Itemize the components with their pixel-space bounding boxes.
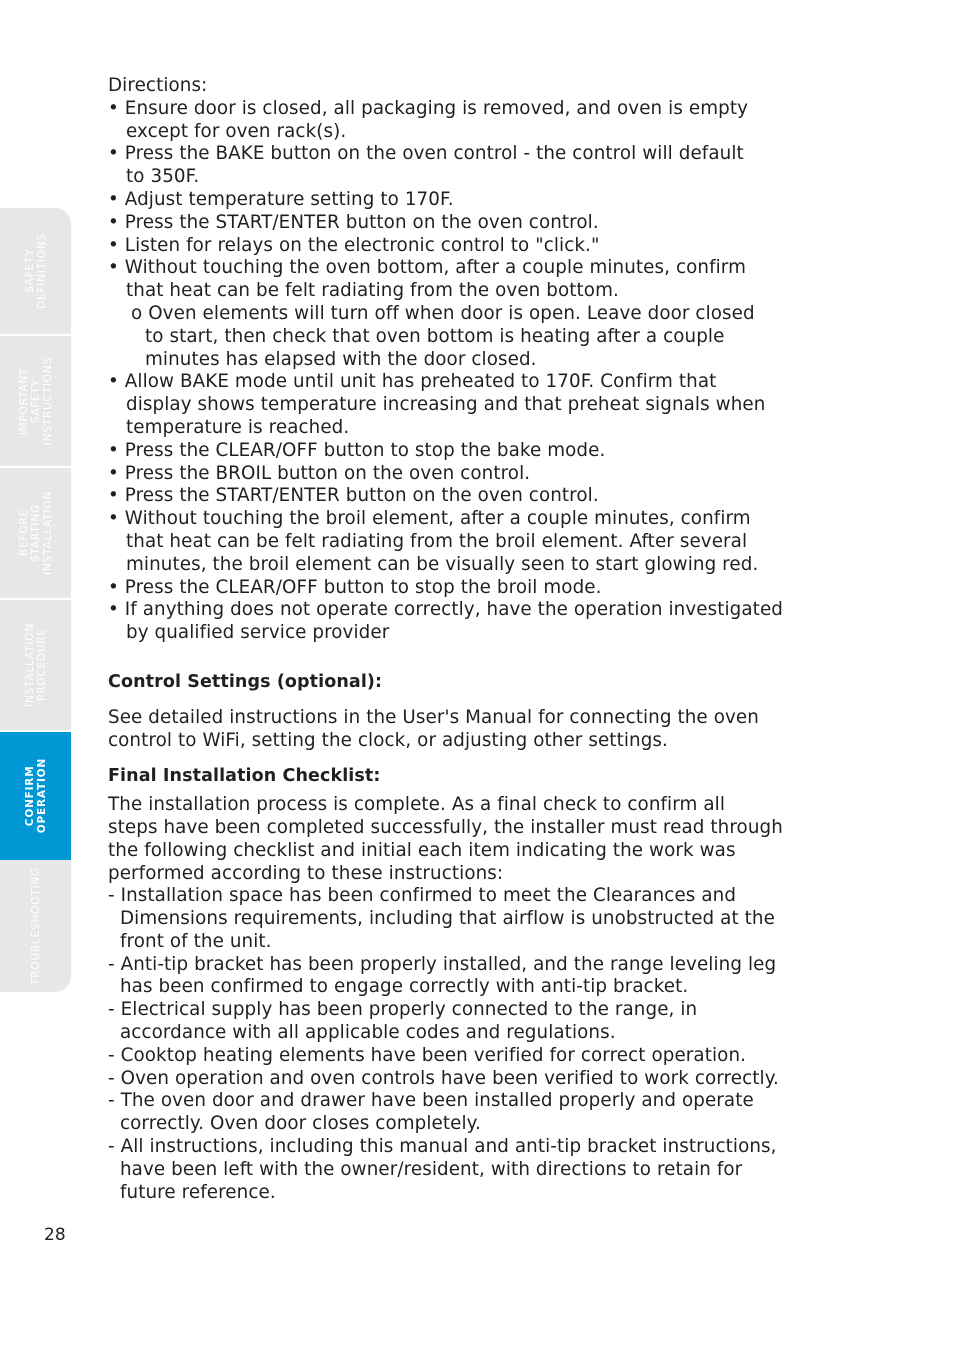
checklist-item-continuation: front of the unit. — [120, 930, 272, 952]
list-item: • Allow BAKE mode until unit has preheated to 170F. Confirm that — [108, 371, 717, 393]
page-number: 28 — [44, 1225, 66, 1245]
checklist-item: - All instructions, including this manual and anti-tip bracket instructions, — [108, 1136, 777, 1158]
list-item: • Listen for relays on the electronic control to "click." — [108, 234, 600, 256]
list-item: • If anything does not operate correctly, have the operation investigated — [108, 599, 784, 621]
checklist-item-continuation: correctly. Oven door closes completely. — [120, 1113, 481, 1135]
tab-label: IMPORTANT SAFETY INSTRUCTIONS — [17, 356, 54, 446]
paragraph-line: control to WiFi, setting the clock, or adjusting other settings. — [108, 729, 668, 751]
paragraph-line: The installation process is complete. As a final check to confirm all — [108, 794, 726, 816]
list-item-continuation: to 350F. — [126, 166, 200, 188]
tab-label: BEFORE STARTING INSTALLATION — [17, 491, 54, 575]
section-gap — [108, 694, 868, 707]
paragraph-line: steps have been completed successfully, the installer must read through — [108, 816, 783, 838]
control-settings-heading: Control Settings (optional): — [108, 671, 383, 692]
checklist-item-continuation: has been confirmed to engage correctly with anti-tip bracket. — [120, 976, 689, 998]
checklist-item-continuation: have been left with the owner/resident, with directions to retain for — [120, 1158, 743, 1180]
sub-list-item-continuation: to start, then check that oven bottom is heating after a couple — [145, 325, 725, 347]
list-item-continuation: by qualified service provider — [126, 622, 390, 644]
paragraph-line: the following checklist and initial each item indicating the work was — [108, 839, 736, 861]
tab-label: TROUBLESHOOTING — [29, 867, 42, 985]
checklist-item: - Anti-tip bracket has been properly installed, and the range leveling leg — [108, 953, 777, 975]
list-item-continuation: that heat can be felt radiating from the oven bottom. — [126, 280, 619, 302]
tab-label: INSTALLATION PROCEDURE — [23, 623, 48, 707]
list-item-continuation: temperature is reached. — [126, 416, 350, 438]
tab-label: CONFIRM OPERATION — [23, 758, 48, 834]
paragraph-line: performed according to these instructions: — [108, 862, 504, 884]
tab-important-safety-instructions[interactable] — [0, 336, 71, 466]
list-item-continuation: display shows temperature increasing and that preheat signals when — [126, 394, 766, 416]
list-item: • Ensure door is closed, all packaging is removed, and oven is empty — [108, 97, 749, 119]
tab-label: SAFETY DEFINITIONS — [23, 233, 48, 309]
sub-list-item-continuation: minutes has elapsed with the door closed. — [145, 348, 537, 370]
list-item: • Adjust temperature setting to 170F. — [108, 188, 454, 210]
tab-installation-procedure[interactable] — [0, 600, 71, 730]
list-item: • Press the START/ENTER button on the oven control. — [108, 211, 599, 233]
checklist-item: - Installation space has been confirmed to meet the Clearances and — [108, 885, 737, 907]
list-item-continuation: that heat can be felt radiating from the broil element. After several — [126, 530, 748, 552]
sub-list-item: o Oven elements will turn off when door is open. Leave door closed — [131, 302, 755, 324]
list-item-continuation: minutes, the broil element can be visually seen to start glowing red. — [126, 553, 759, 575]
checklist-item: - Electrical supply has been properly connected to the range, in — [108, 999, 698, 1021]
tab-confirm-operation[interactable] — [0, 732, 71, 860]
list-item: • Without touching the oven bottom, after a couple minutes, confirm — [108, 257, 747, 279]
list-item: • Press the CLEAR/OFF button to stop the bake mode. — [108, 439, 606, 461]
page-content — [108, 75, 868, 1204]
checklist-item-continuation: future reference. — [120, 1181, 276, 1203]
section-tabs — [0, 208, 71, 992]
list-item: • Press the BAKE button on the oven control - the control will default — [108, 143, 744, 165]
paragraph-line: See detailed instructions in the User's Manual for connecting the oven — [108, 706, 759, 728]
checklist-item-continuation: Dimensions requirements, including that airflow is unobstructed at the — [120, 908, 775, 930]
checklist-item: - Cooktop heating elements have been verified for correct operation. — [108, 1044, 747, 1066]
tab-before-starting-installation[interactable] — [0, 468, 71, 598]
list-item: • Press the CLEAR/OFF button to stop the broil mode. — [108, 576, 602, 598]
list-item: • Press the START/ENTER button on the oven control. — [108, 485, 599, 507]
list-item: • Without touching the broil element, after a couple minutes, confirm — [108, 508, 751, 530]
final-checklist-heading: Final Installation Checklist: — [108, 766, 381, 787]
checklist-item: - The oven door and drawer have been installed properly and operate — [108, 1090, 754, 1112]
list-item: • Press the BROIL button on the oven control. — [108, 462, 531, 484]
checklist-item-continuation: accordance with all applicable codes and regulations. — [120, 1022, 616, 1044]
section-gap — [108, 752, 868, 765]
section-gap — [108, 645, 868, 671]
directions-title: Directions: — [108, 75, 208, 96]
checklist-item: - Oven operation and oven controls have been verified to work correctly. — [108, 1067, 779, 1089]
tab-safety-definitions[interactable] — [0, 208, 71, 334]
tab-troubleshooting[interactable] — [0, 860, 71, 992]
list-item-continuation: except for oven rack(s). — [126, 120, 347, 142]
